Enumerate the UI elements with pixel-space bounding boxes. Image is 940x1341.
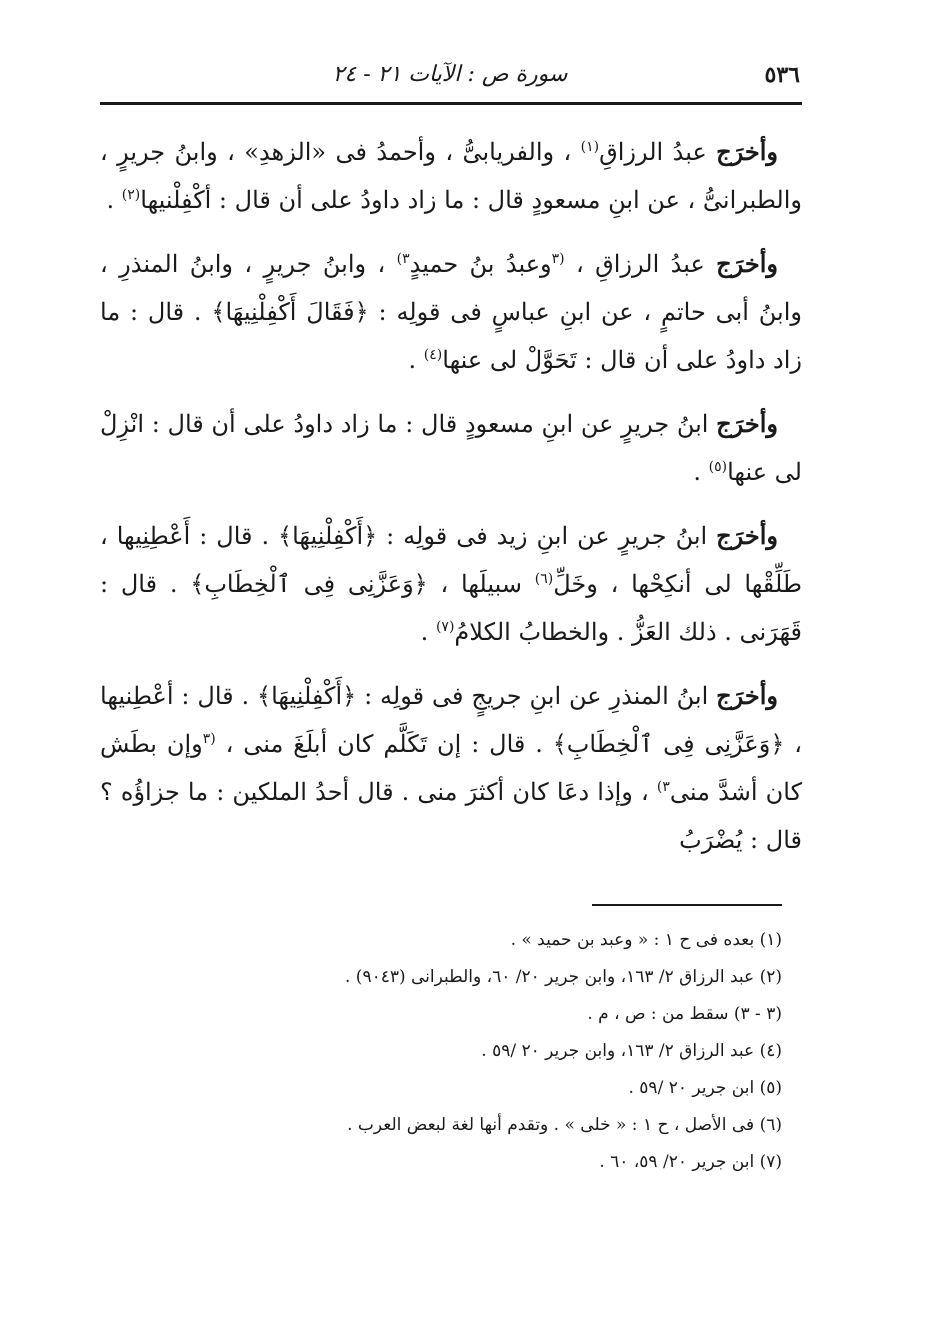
paragraph-lead-word: وأخرَج	[716, 249, 778, 278]
footnote-reference: (٢)	[121, 187, 141, 203]
footnote-reference: (٦)	[534, 571, 554, 587]
main-text	[100, 128, 802, 880]
paragraph-lead-word: وأخرَج	[716, 137, 778, 166]
paragraph-text: ، وإذا دعَا كان أكثرَ منى . قال أحدُ الملكين : ما جزاؤُه ؟ قال : يُضْرَبُ	[100, 778, 802, 854]
paragraph-text: عبدُ الرزاقِ	[599, 138, 717, 166]
paragraph	[100, 240, 802, 384]
paragraph-text: ابنُ جريرٍ عن ابنِ مسعودٍ قال : ما زاد داودُ على أن قال : انْزِلْ لى عنها	[100, 410, 802, 486]
paragraph-text: .	[420, 618, 436, 646]
footnote-reference: (٣	[551, 251, 565, 267]
paragraph-text: ابنُ المنذرِ عن ابنِ جريجٍ فى قولِه : ﴿أَكْفِلْنِيهَا﴾ . قال : أعْطِنيها ، ﴿وَعَزَّنِى فِى ٱلْخِطَابِ﴾ . قال : إن تَكَلَّم كان أبلَغَ منى ،	[100, 682, 802, 758]
footnote-reference: (٥)	[708, 459, 728, 475]
paragraph-text: وعبدُ بنُ حميدٍ	[409, 250, 552, 278]
footnote-reference: (٣	[202, 731, 216, 747]
page-number: ٥٣٦	[764, 62, 800, 88]
footnote-reference: (٧)	[435, 619, 455, 635]
paragraph-lead-word: وأخرَج	[716, 409, 778, 438]
footnote-7: (٧) ابن جرير ٢٠/ ٥٩، ٦٠ .	[599, 1152, 782, 1172]
running-header	[100, 58, 800, 94]
paragraph-text: عبدُ الرزاقِ ،	[564, 250, 717, 278]
footnote-3: (٣ - ٣) سقط من : ص ، م .	[587, 1004, 782, 1024]
footnote-4: (٤) عبد الرزاق ٢/ ١٦٣، وابن جرير ٢٠ /٥٩ .	[481, 1041, 782, 1061]
paragraph	[100, 512, 802, 656]
paragraph	[100, 672, 802, 864]
paragraph-text: سبيلَها ، ﴿وَعَزَّنِى فِى ٱلْخِطَابِ﴾ . قال : قَهَرَنى . ذلك العَزُّ . والخطابُ الكلامُ	[100, 570, 802, 646]
paragraph-text: ، والفريابىُّ ، وأحمدُ فى «الزهدِ» ، وابنُ جريرٍ ، والطبرانىُّ ، عن ابنِ مسعودٍ قال : ما زاد داودُ على أن قال : أكْفِلْنيها	[100, 138, 802, 214]
footnote-1: (١) بعده فى ح ١ : « وعبد بن حميد » .	[510, 930, 782, 950]
footnote-reference: ٣)	[656, 779, 670, 795]
footnote-rule	[592, 904, 782, 906]
paragraph-text: وإن بطَش كان أشدَّ منى	[100, 730, 802, 806]
footnotes	[150, 922, 782, 1181]
paragraph-text: .	[106, 186, 122, 214]
paragraph-text: .	[408, 346, 424, 374]
paragraph-lead-word: وأخرَج	[716, 521, 778, 550]
footnote-6: (٦) فى الأصل ، ح ١ : « خلى » . وتقدم أنها لغة لبعض العرب .	[347, 1115, 782, 1135]
footnote-reference: (٤)	[423, 347, 443, 363]
header-rule	[100, 102, 802, 105]
paragraph-text: ، وابنُ جريرٍ ، وابنُ المنذرِ ، وابنُ أبى حاتمٍ ، عن ابنِ عباسٍ فى قولِه : ﴿فَقَالَ أَكْفِلْنِيهَا﴾ . قال : ما زاد داودُ على أن قال : تَحَوَّلْ لى عنها	[100, 250, 802, 374]
paragraph	[100, 400, 802, 496]
footnote-2: (٢) عبد الرزاق ٢/ ١٦٣، وابن جرير ٢٠/ ٦٠، والطبرانى (٩٠٤٣) .	[344, 967, 782, 987]
footnote-reference: (١)	[580, 139, 600, 155]
footnote-reference: ٣)	[396, 251, 410, 267]
surah-title: سورة ص : الآيات ٢١ - ٢٤	[332, 62, 568, 87]
footnote-5: (٥) ابن جرير ٢٠ /٥٩ .	[628, 1078, 782, 1098]
paragraph-text: ابنُ جريرٍ عن ابنِ زيد فى قولِه : ﴿أَكْفِلْنِيهَا﴾ . قال : أَعْطِنِيها ، طَلِّقْها لى أنكِحْها ، وخَلِّ	[100, 522, 802, 598]
paragraph-text: .	[693, 458, 709, 486]
paragraph	[100, 128, 802, 224]
paragraph-lead-word: وأخرَج	[716, 681, 778, 710]
